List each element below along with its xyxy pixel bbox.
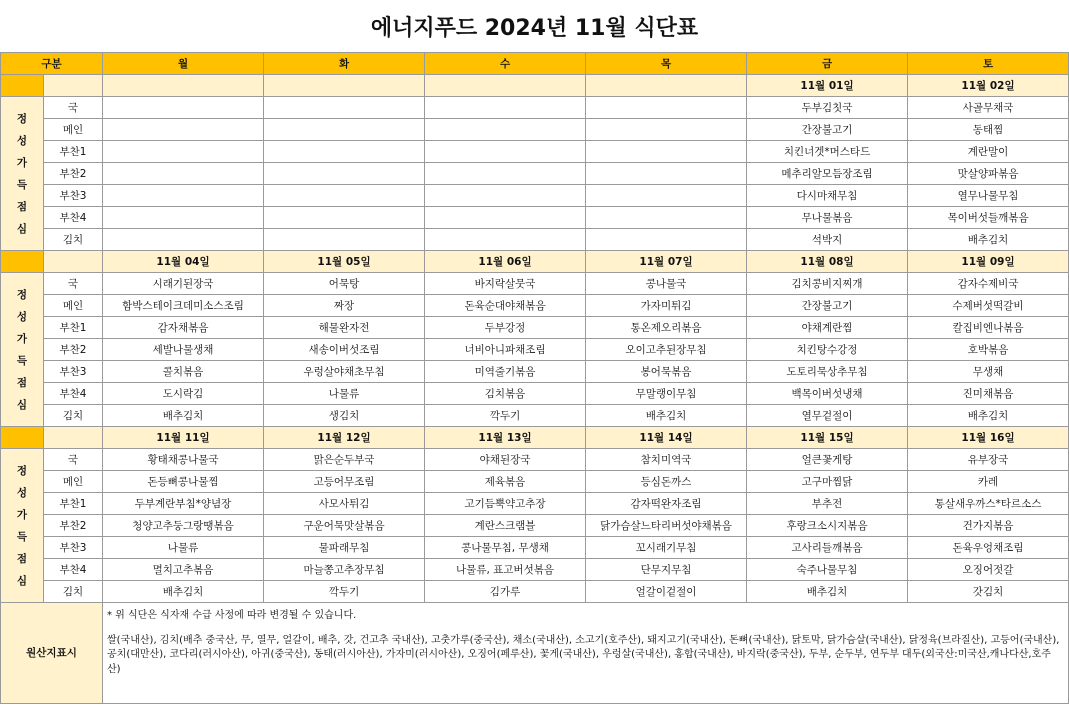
menu-item: 배추김치 bbox=[908, 405, 1069, 427]
date-cell: 11월 16일 bbox=[908, 427, 1069, 449]
menu-item: 청양고추둥그랑땡볶음 bbox=[103, 515, 264, 537]
section-label-char: 심 bbox=[16, 222, 28, 235]
menu-item: 도토리묵상추무침 bbox=[747, 361, 908, 383]
menu-item: 간장불고기 bbox=[747, 295, 908, 317]
menu-item: 김가루 bbox=[425, 581, 586, 603]
menu-item: 콜치볶음 bbox=[103, 361, 264, 383]
menu-row bbox=[1, 207, 1069, 229]
menu-item: 콩나물국 bbox=[586, 273, 747, 295]
menu-item: 돈육순대야채볶음 bbox=[425, 295, 586, 317]
row-label: 메인 bbox=[44, 295, 103, 317]
row-label: 부찬1 bbox=[44, 493, 103, 515]
date-row-spacer bbox=[44, 427, 103, 449]
section-label-char: 정 bbox=[16, 464, 28, 477]
menu-item: 감자수제비국 bbox=[908, 273, 1069, 295]
section-label-char: 성 bbox=[16, 134, 28, 147]
menu-item: 메추리알모듬장조림 bbox=[747, 163, 908, 185]
menu-item bbox=[586, 185, 747, 207]
section-label bbox=[1, 449, 44, 603]
menu-item: 칼집비엔나볶음 bbox=[908, 317, 1069, 339]
menu-item: 너비아니파채조림 bbox=[425, 339, 586, 361]
row-label: 부찬4 bbox=[44, 207, 103, 229]
menu-item bbox=[103, 185, 264, 207]
menu-item: 제육볶음 bbox=[425, 471, 586, 493]
menu-item: 단무지무침 bbox=[586, 559, 747, 581]
row-label: 메인 bbox=[44, 119, 103, 141]
menu-item: 김치볶음 bbox=[425, 383, 586, 405]
menu-item bbox=[264, 141, 425, 163]
menu-item: 후랑크소시지볶음 bbox=[747, 515, 908, 537]
menu-item: 무생채 bbox=[908, 361, 1069, 383]
menu-item: 두부계란부침*양념장 bbox=[103, 493, 264, 515]
row-label: 김치 bbox=[44, 581, 103, 603]
row-label: 부찬2 bbox=[44, 163, 103, 185]
date-row-spacer bbox=[44, 251, 103, 273]
menu-item: 석박지 bbox=[747, 229, 908, 251]
menu-item: 목이버섯들깨볶음 bbox=[908, 207, 1069, 229]
section-label-char: 점 bbox=[16, 552, 28, 565]
menu-item: 황태채콩나물국 bbox=[103, 449, 264, 471]
menu-item: 사모사튀김 bbox=[264, 493, 425, 515]
section-label-char: 성 bbox=[16, 310, 28, 323]
menu-item: 생김치 bbox=[264, 405, 425, 427]
menu-item: 고기듬뿍약고추장 bbox=[425, 493, 586, 515]
day-header: 수 bbox=[425, 53, 586, 75]
menu-row bbox=[1, 229, 1069, 251]
day-header: 금 bbox=[747, 53, 908, 75]
date-cell: 11월 11일 bbox=[103, 427, 264, 449]
menu-item: 백목이버섯냉채 bbox=[747, 383, 908, 405]
origin-note: * 위 식단은 식자재 수급 사정에 따라 변경될 수 있습니다. bbox=[107, 610, 357, 621]
menu-item: 통온제오리볶음 bbox=[586, 317, 747, 339]
menu-row bbox=[1, 383, 1069, 405]
category-header: 구분 bbox=[1, 53, 103, 75]
menu-item: 고구마찜닭 bbox=[747, 471, 908, 493]
menu-item: 마늘쫑고추장무침 bbox=[264, 559, 425, 581]
menu-item: 부추전 bbox=[747, 493, 908, 515]
menu-item bbox=[425, 141, 586, 163]
menu-item bbox=[264, 119, 425, 141]
menu-item: 가자미튀김 bbox=[586, 295, 747, 317]
menu-item: 카레 bbox=[908, 471, 1069, 493]
menu-row bbox=[1, 559, 1069, 581]
origin-label: 원산지표시 bbox=[1, 603, 103, 704]
page-title: 에너지푸드 2024년 11월 식단표 bbox=[370, 15, 699, 41]
date-cell: 11월 02일 bbox=[908, 75, 1069, 97]
menu-item bbox=[425, 207, 586, 229]
menu-item bbox=[586, 119, 747, 141]
menu-row bbox=[1, 471, 1069, 493]
menu-item: 계란스크램블 bbox=[425, 515, 586, 537]
date-cell: 11월 12일 bbox=[264, 427, 425, 449]
menu-item: 깍두기 bbox=[264, 581, 425, 603]
row-label: 부찬4 bbox=[44, 559, 103, 581]
menu-item: 감자채볶음 bbox=[103, 317, 264, 339]
menu-item: 고사리들깨볶음 bbox=[747, 537, 908, 559]
section-label bbox=[1, 97, 44, 251]
row-label: 부찬3 bbox=[44, 185, 103, 207]
menu-item: 돈등뼈콩나물찜 bbox=[103, 471, 264, 493]
menu-item: 배추김치 bbox=[586, 405, 747, 427]
menu-item bbox=[425, 185, 586, 207]
menu-item: 두부강정 bbox=[425, 317, 586, 339]
menu-row bbox=[1, 141, 1069, 163]
section-label-char: 성 bbox=[16, 486, 28, 499]
header-row bbox=[1, 53, 1069, 75]
menu-item: 숙주나물무침 bbox=[747, 559, 908, 581]
row-label: 부찬1 bbox=[44, 141, 103, 163]
menu-item: 배추김치 bbox=[747, 581, 908, 603]
row-label: 김치 bbox=[44, 405, 103, 427]
menu-item: 세발나물생채 bbox=[103, 339, 264, 361]
menu-item: 봉어묵볶음 bbox=[586, 361, 747, 383]
menu-row bbox=[1, 537, 1069, 559]
date-row bbox=[1, 427, 1069, 449]
section-label-char: 득 bbox=[16, 530, 28, 543]
menu-item: 치킨너겟*머스타드 bbox=[747, 141, 908, 163]
date-cell: 11월 14일 bbox=[586, 427, 747, 449]
date-cell bbox=[103, 75, 264, 97]
menu-item: 나물류 bbox=[264, 383, 425, 405]
row-label: 김치 bbox=[44, 229, 103, 251]
section-label-char: 심 bbox=[16, 398, 28, 411]
section-label-char: 정 bbox=[16, 288, 28, 301]
menu-item: 물파래무침 bbox=[264, 537, 425, 559]
menu-item bbox=[425, 229, 586, 251]
row-label: 부찬3 bbox=[44, 537, 103, 559]
menu-item bbox=[586, 141, 747, 163]
menu-row bbox=[1, 515, 1069, 537]
row-label: 부찬2 bbox=[44, 515, 103, 537]
menu-item: 다시마채무침 bbox=[747, 185, 908, 207]
menu-item: 콩나물무침, 무생채 bbox=[425, 537, 586, 559]
menu-row bbox=[1, 449, 1069, 471]
menu-item: 등심돈까스 bbox=[586, 471, 747, 493]
menu-item: 나물류, 표고버섯볶음 bbox=[425, 559, 586, 581]
origin-row bbox=[1, 603, 1069, 704]
date-cell: 11월 04일 bbox=[103, 251, 264, 273]
menu-item: 무말랭이무침 bbox=[586, 383, 747, 405]
menu-item: 맑은순두부국 bbox=[264, 449, 425, 471]
menu-row bbox=[1, 581, 1069, 603]
menu-item: 수제버섯떡갈비 bbox=[908, 295, 1069, 317]
menu-table bbox=[0, 52, 1069, 603]
menu-item bbox=[425, 119, 586, 141]
date-cell bbox=[586, 75, 747, 97]
menu-item bbox=[425, 97, 586, 119]
menu-item: 야채된장국 bbox=[425, 449, 586, 471]
section-label bbox=[1, 273, 44, 427]
menu-item: 오이고추된장무침 bbox=[586, 339, 747, 361]
menu-item: 무나물볶음 bbox=[747, 207, 908, 229]
menu-item bbox=[586, 97, 747, 119]
menu-item: 배추김치 bbox=[103, 581, 264, 603]
date-cell: 11월 07일 bbox=[586, 251, 747, 273]
menu-item: 김치콩비지찌개 bbox=[747, 273, 908, 295]
menu-row bbox=[1, 119, 1069, 141]
date-row-spacer bbox=[44, 75, 103, 97]
menu-item: 맛살양파볶음 bbox=[908, 163, 1069, 185]
menu-item bbox=[103, 229, 264, 251]
menu-item: 고등어무조림 bbox=[264, 471, 425, 493]
section-label-char: 가 bbox=[16, 156, 28, 169]
date-row-spacer bbox=[1, 251, 44, 273]
section-label-char: 가 bbox=[16, 332, 28, 345]
day-header: 목 bbox=[586, 53, 747, 75]
section-label-char: 득 bbox=[16, 354, 28, 367]
menu-row bbox=[1, 273, 1069, 295]
row-label: 국 bbox=[44, 273, 103, 295]
menu-item: 두부김칫국 bbox=[747, 97, 908, 119]
menu-item bbox=[103, 207, 264, 229]
menu-item bbox=[264, 163, 425, 185]
section-label-char: 심 bbox=[16, 574, 28, 587]
menu-item: 짜장 bbox=[264, 295, 425, 317]
row-label: 국 bbox=[44, 97, 103, 119]
date-cell bbox=[425, 75, 586, 97]
date-row bbox=[1, 251, 1069, 273]
menu-row bbox=[1, 295, 1069, 317]
menu-item: 시래기된장국 bbox=[103, 273, 264, 295]
menu-item: 도시락김 bbox=[103, 383, 264, 405]
date-row-spacer bbox=[1, 427, 44, 449]
date-cell: 11월 01일 bbox=[747, 75, 908, 97]
menu-item: 야채계란찜 bbox=[747, 317, 908, 339]
menu-item: 유부장국 bbox=[908, 449, 1069, 471]
menu-item bbox=[586, 207, 747, 229]
menu-item: 호박볶음 bbox=[908, 339, 1069, 361]
menu-row bbox=[1, 317, 1069, 339]
menu-item bbox=[586, 229, 747, 251]
menu-item bbox=[103, 163, 264, 185]
menu-item: 나물류 bbox=[103, 537, 264, 559]
menu-item: 닭가슴살느타리버섯야채볶음 bbox=[586, 515, 747, 537]
menu-item: 배추김치 bbox=[908, 229, 1069, 251]
row-label: 부찬3 bbox=[44, 361, 103, 383]
section-label-char: 점 bbox=[16, 376, 28, 389]
menu-item: 사골무채국 bbox=[908, 97, 1069, 119]
menu-item: 감자떡완자조림 bbox=[586, 493, 747, 515]
day-header: 월 bbox=[103, 53, 264, 75]
menu-item bbox=[264, 207, 425, 229]
menu-item bbox=[425, 163, 586, 185]
menu-item: 열무나물무침 bbox=[908, 185, 1069, 207]
menu-item: 오징어젓갈 bbox=[908, 559, 1069, 581]
menu-item: 바지락살뭇국 bbox=[425, 273, 586, 295]
day-header: 토 bbox=[908, 53, 1069, 75]
origin-info bbox=[103, 603, 1069, 704]
menu-item bbox=[103, 97, 264, 119]
date-cell: 11월 13일 bbox=[425, 427, 586, 449]
date-cell: 11월 08일 bbox=[747, 251, 908, 273]
menu-item: 어묵탕 bbox=[264, 273, 425, 295]
day-header: 화 bbox=[264, 53, 425, 75]
menu-item: 멸치고추볶음 bbox=[103, 559, 264, 581]
menu-item: 동태찜 bbox=[908, 119, 1069, 141]
row-label: 부찬4 bbox=[44, 383, 103, 405]
menu-item: 간장불고기 bbox=[747, 119, 908, 141]
menu-row bbox=[1, 405, 1069, 427]
origin-text: 쌀(국내산), 김치(배추 중국산, 무, 열무, 얼갈이, 배추, 갓, 건고추 국내산), 고춧가루(중국산), 채소(국내산), 소고기(호주산), 돼지고기(국내산), 돈뼈(국내산), 닭토막, 닭가슴살(국내산), 닭정육(브라질산), 고등어(국내산), 공치(대만산), 코다리(러시아산), 아귀(중국산), 동태(러시아산), 가자미(러시아산), 오징어(페루산), 꽃게(국내산), 우렁살(국내산), 홍합(국내산), 바지락(중국산), 두부, 순두부, 연두부 대두(외국산:미국산,캐나다산,호주산) bbox=[107, 634, 1060, 675]
menu-item: 얼갈이겉절이 bbox=[586, 581, 747, 603]
menu-item bbox=[264, 97, 425, 119]
row-label: 부찬1 bbox=[44, 317, 103, 339]
menu-item: 구운어묵맛살볶음 bbox=[264, 515, 425, 537]
section-label-char: 가 bbox=[16, 508, 28, 521]
row-label: 부찬2 bbox=[44, 339, 103, 361]
menu-item: 진미채볶음 bbox=[908, 383, 1069, 405]
menu-item: 배추김치 bbox=[103, 405, 264, 427]
menu-item: 미역줄기볶음 bbox=[425, 361, 586, 383]
menu-item: 얼큰꽃게탕 bbox=[747, 449, 908, 471]
menu-item: 참치미역국 bbox=[586, 449, 747, 471]
section-label-char: 정 bbox=[16, 112, 28, 125]
date-cell: 11월 06일 bbox=[425, 251, 586, 273]
date-cell: 11월 15일 bbox=[747, 427, 908, 449]
menu-item: 갓김치 bbox=[908, 581, 1069, 603]
menu-item bbox=[264, 229, 425, 251]
menu-item bbox=[103, 141, 264, 163]
date-row bbox=[1, 75, 1069, 97]
row-label: 메인 bbox=[44, 471, 103, 493]
menu-item: 해물완자전 bbox=[264, 317, 425, 339]
menu-item bbox=[103, 119, 264, 141]
menu-item: 함박스테이크데미소스조림 bbox=[103, 295, 264, 317]
row-label: 국 bbox=[44, 449, 103, 471]
menu-item: 깍두기 bbox=[425, 405, 586, 427]
menu-item: 계란말이 bbox=[908, 141, 1069, 163]
menu-item bbox=[586, 163, 747, 185]
menu-item: 통살새우까스*타르소스 bbox=[908, 493, 1069, 515]
section-label-char: 점 bbox=[16, 200, 28, 213]
section-label-char: 득 bbox=[16, 178, 28, 191]
menu-item: 열무겉절이 bbox=[747, 405, 908, 427]
menu-item: 치킨탕수강정 bbox=[747, 339, 908, 361]
menu-item: 꼬시래기무침 bbox=[586, 537, 747, 559]
menu-row bbox=[1, 361, 1069, 383]
menu-item: 우렁살야채초무침 bbox=[264, 361, 425, 383]
date-cell: 11월 05일 bbox=[264, 251, 425, 273]
menu-item: 새송이버섯조림 bbox=[264, 339, 425, 361]
date-cell: 11월 09일 bbox=[908, 251, 1069, 273]
menu-row bbox=[1, 163, 1069, 185]
menu-item bbox=[264, 185, 425, 207]
menu-item: 돈육우엉채조림 bbox=[908, 537, 1069, 559]
menu-row bbox=[1, 97, 1069, 119]
origin-table bbox=[0, 602, 1069, 704]
menu-row bbox=[1, 185, 1069, 207]
menu-row bbox=[1, 493, 1069, 515]
date-row-spacer bbox=[1, 75, 44, 97]
menu-row bbox=[1, 339, 1069, 361]
date-cell bbox=[264, 75, 425, 97]
menu-item: 건가지볶음 bbox=[908, 515, 1069, 537]
